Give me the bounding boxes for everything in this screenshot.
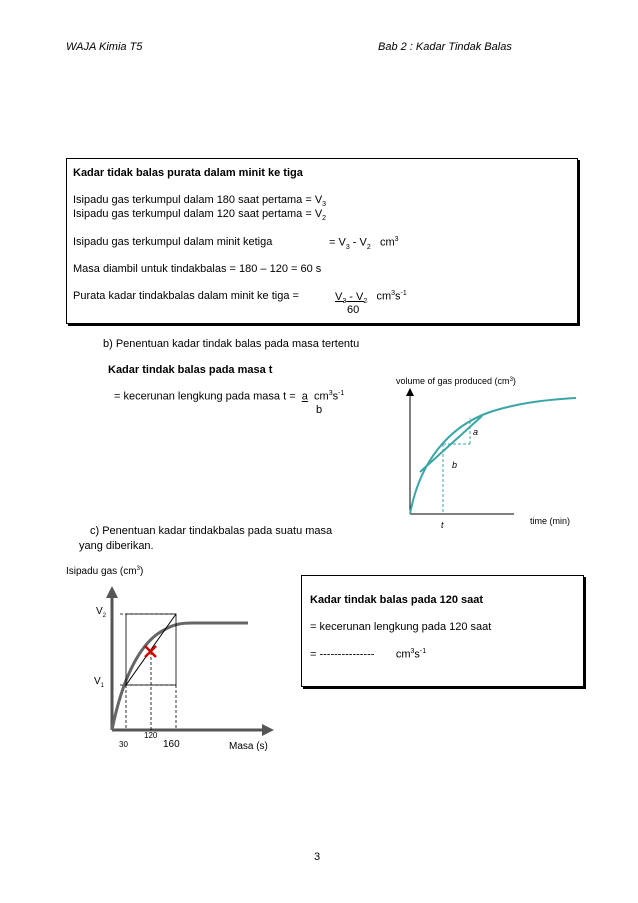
isipadu-masa-graph [64, 560, 294, 760]
box1-fraction-denominator: 60 [347, 304, 360, 316]
header-left: WAJA Kimia T5 [66, 41, 143, 53]
graph2-tick-120: 120 [144, 731, 158, 740]
graph1-xlabel: time (min) [530, 516, 570, 526]
box1-line4: Masa diambil untuk tindakbalas = 180 – 120 = 60 s [73, 263, 322, 275]
box2-line2: = --------------- $cm^3s^{-1}$ [310, 648, 427, 661]
graph1-curve [410, 398, 576, 514]
section-b-subheading: Kadar tindak balas pada masa t [108, 364, 273, 376]
section-b-heading: b) Penentuan kadar tindak balas pada masa tertentu [103, 338, 360, 350]
header-right: Bab 2 : Kadar Tindak Balas [378, 41, 512, 53]
graph2-ylabel: Isipadu gas $(cm^3)$ [66, 566, 144, 577]
graph1-b-label: b [452, 460, 458, 470]
box2-title: Kadar tindak balas pada 120 saat [310, 594, 484, 606]
box1-fraction-numerator: $V_3 - V_2$ $cm^3s^{-1}$ [335, 290, 407, 305]
graph2-xlabel: Masa (s) [229, 741, 268, 752]
graph2-tick-30: 30 [119, 740, 128, 749]
box1-title: Kadar tidak balas purata dalam minit ke tiga [73, 167, 303, 179]
box1-line5: Purata kadar tindakbalas dalam minit ke tiga = [73, 290, 299, 302]
section-c-heading-line2: yang diberikan. [79, 540, 154, 552]
box1-line1: Isipadu gas terkumpul dalam 180 saat pertama = $V_3$ [73, 194, 327, 209]
graph1-ylabel: volume of gas produced $(cm^3)$ [396, 376, 516, 386]
box1-line3: Isipadu gas terkumpul dalam minit ketiga [73, 236, 273, 248]
graph2-tick-160: 160 [163, 739, 180, 750]
rate-at-120s-box [301, 575, 584, 687]
graph2-v2-label: $V_2$ [96, 606, 107, 619]
box1-line3-expr: = $V_3 - V_2$ $cm^3$ [329, 236, 399, 251]
graph1-y-arrow [406, 388, 414, 396]
graph2-y-arrow [106, 586, 118, 598]
volume-time-graph [390, 368, 590, 528]
graph1-a-label: a [473, 427, 479, 437]
average-rate-box [66, 158, 578, 324]
graph2-point-marker [145, 646, 156, 657]
section-c-heading-line1: c) Penentuan kadar tindakbalas pada suatu masa [90, 525, 333, 537]
section-b-formula-denominator: b [316, 404, 323, 416]
section-b-formula: = kecerunan lengkung pada masa t = a $cm^3s^{-1}$ [114, 390, 345, 403]
box2-line1: = kecerunan lengkung pada 120 saat [310, 621, 492, 633]
graph2-v1-label: $V_1$ [94, 676, 105, 689]
graph2-x-arrow [262, 724, 274, 736]
graph1-t-label: t [441, 520, 444, 528]
page-number: 3 [314, 851, 321, 863]
box1-line2: Isipadu gas terkumpul dalam 120 saat pertama = $V_2$ [73, 208, 327, 223]
